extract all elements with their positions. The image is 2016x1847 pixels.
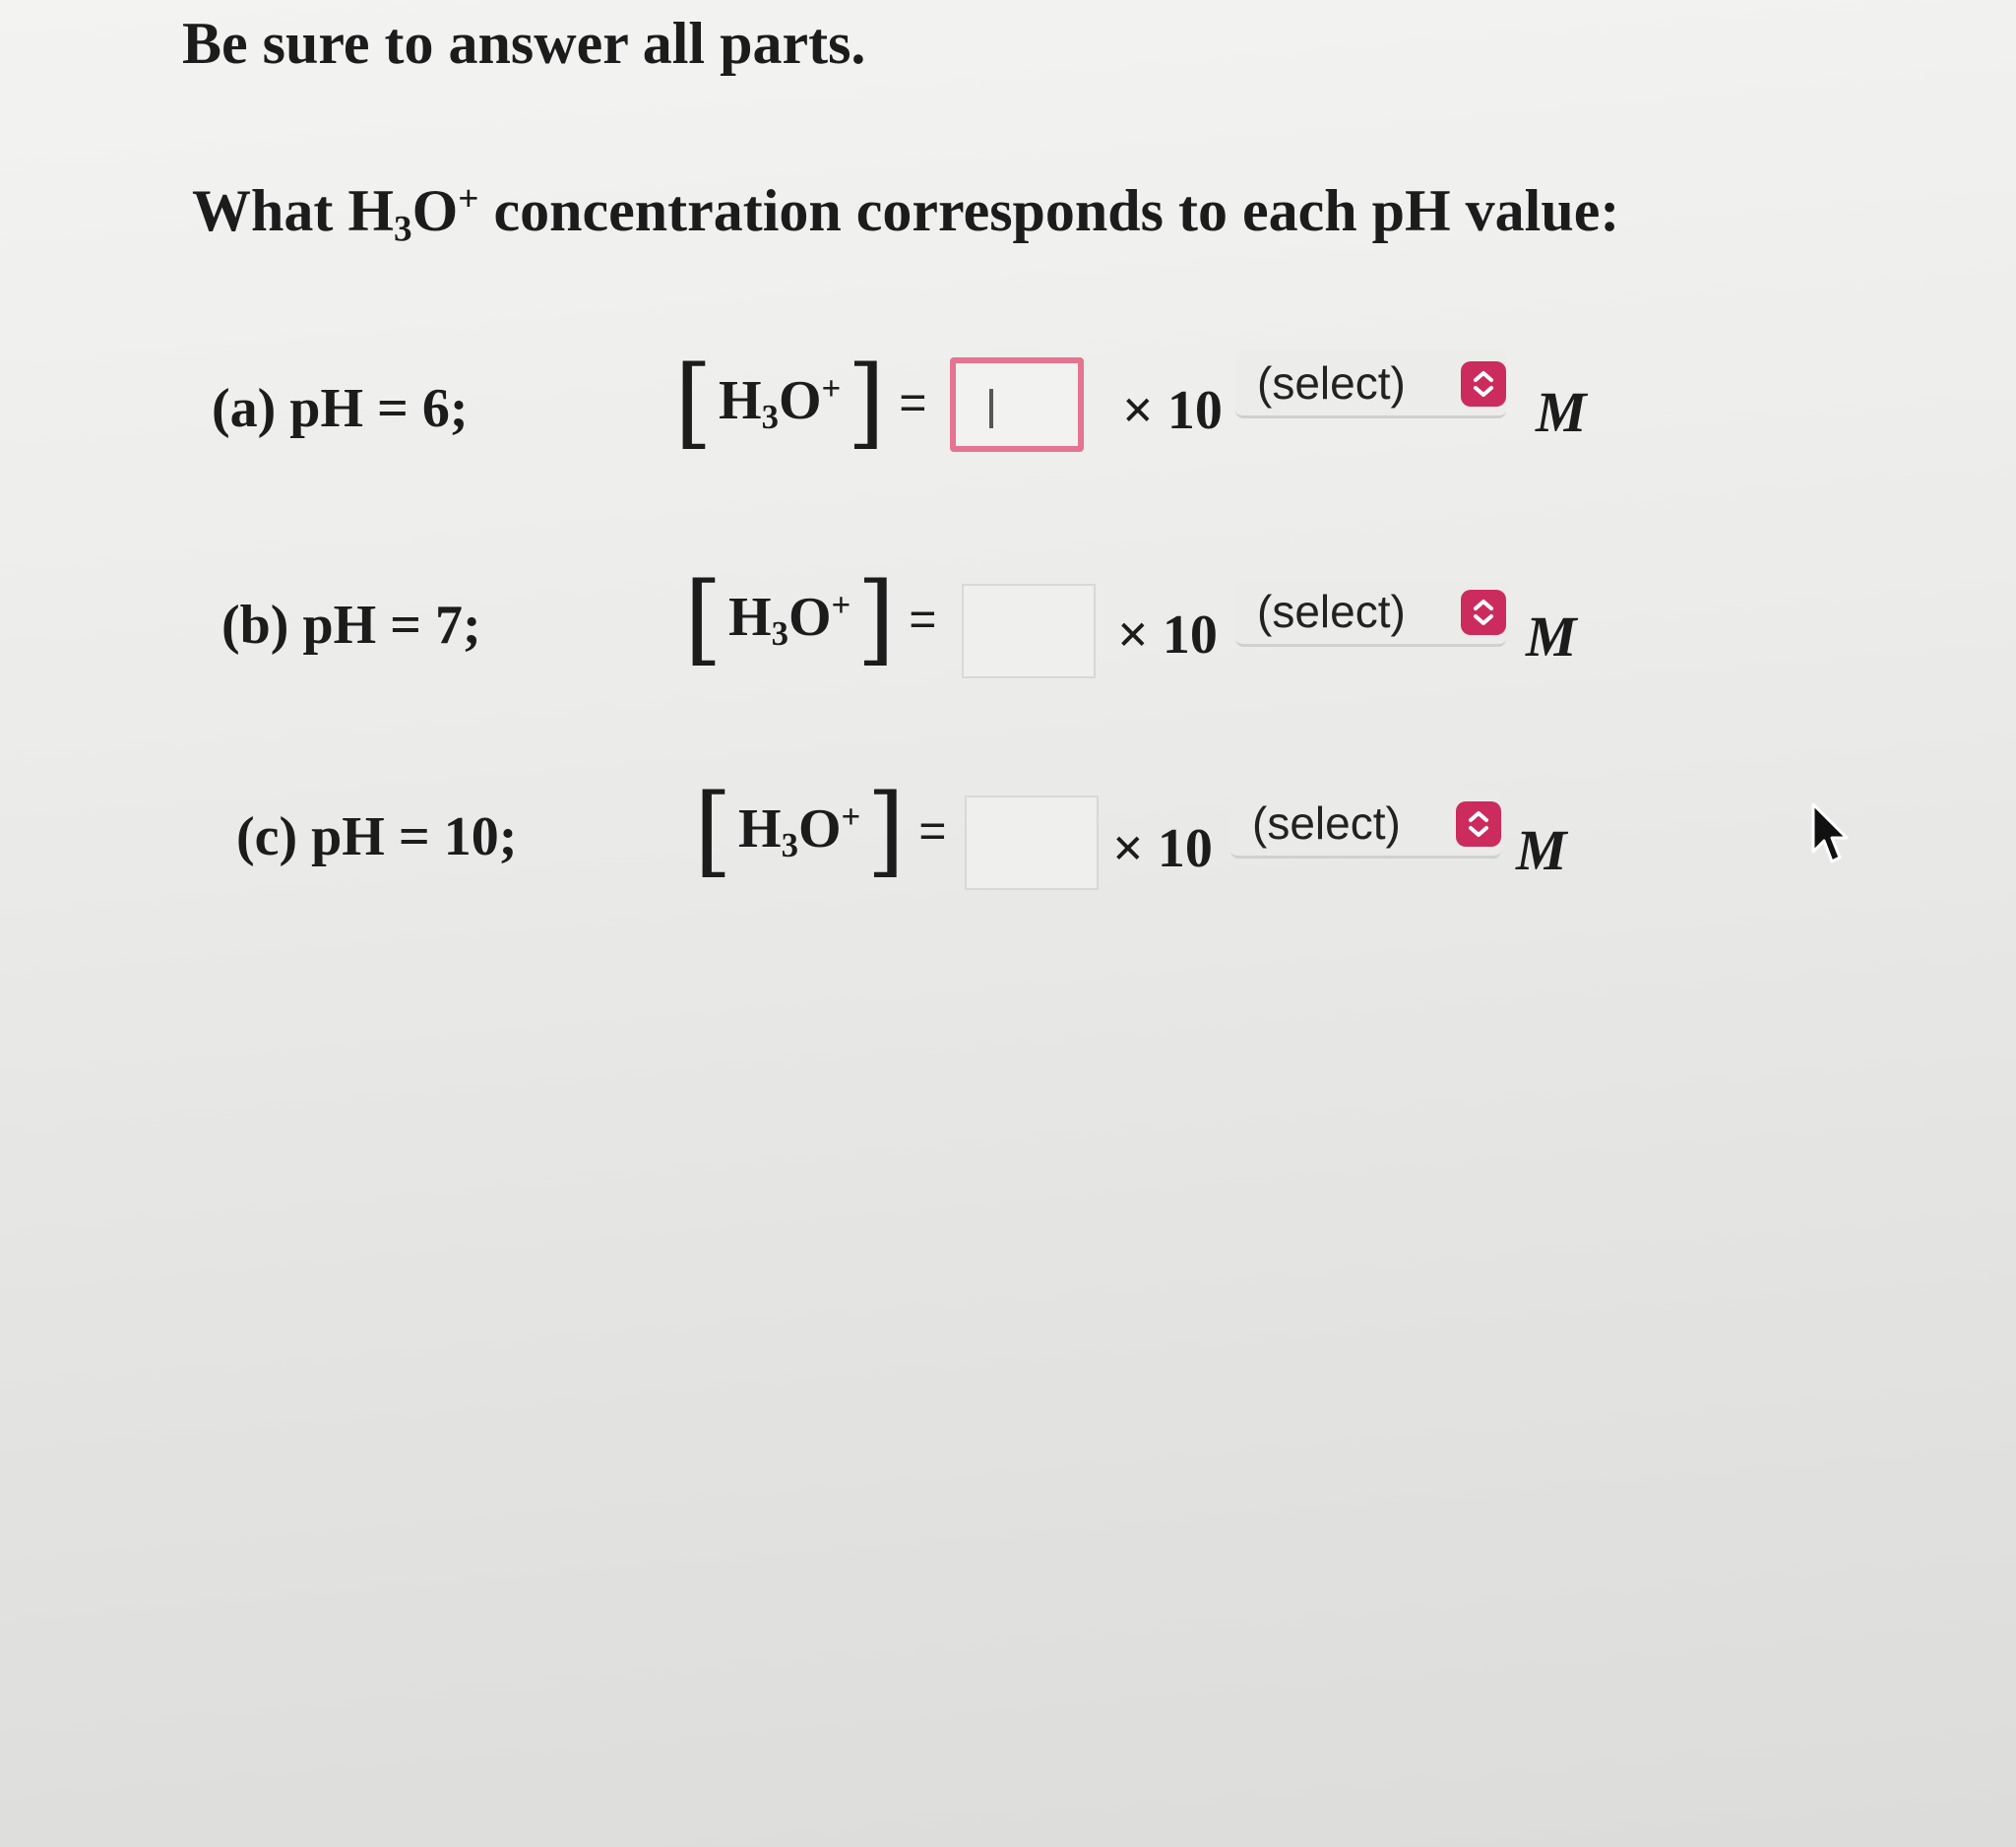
part-c-unit: M [1516, 818, 1567, 882]
part-c-label: (c) pH = 10; [236, 806, 518, 867]
part-c-coefficient-input[interactable] [965, 796, 1099, 890]
part-a-coefficient-input[interactable] [950, 357, 1084, 452]
hydronium-formula: $H_3O^+$ [728, 585, 851, 653]
equals-sign: = [918, 804, 947, 858]
chevron-up-down-icon [1456, 801, 1501, 847]
left-bracket: [ [694, 773, 733, 888]
part-a-concentration-expr [674, 345, 927, 460]
equals-sign: = [899, 376, 927, 429]
part-b-exponent-select[interactable] [1235, 578, 1506, 647]
chevron-up-down-icon [1461, 590, 1506, 635]
equals-sign: = [909, 593, 937, 646]
hydronium-formula: $H_3O^+$ [719, 368, 842, 436]
question-oxygen: O [411, 178, 459, 243]
mouse-pointer-icon [1809, 802, 1849, 865]
part-a-times-ten: × 10 [1122, 380, 1223, 441]
question-text [192, 177, 1619, 250]
question-superscript: + [458, 178, 479, 220]
question-suffix: concentration corresponds to each pH value: [478, 178, 1620, 243]
part-a-exponent-select[interactable] [1235, 350, 1506, 418]
part-b-select-label: (select) [1257, 585, 1406, 637]
hydronium-formula: $H_3O^+$ [738, 796, 861, 864]
part-b-label: (b) pH = 7; [221, 595, 481, 656]
question-prefix: What H [192, 178, 395, 243]
part-a-label: (a) pH = 6; [212, 378, 469, 439]
part-b-coefficient-input[interactable] [962, 584, 1096, 678]
left-bracket: [ [684, 561, 724, 676]
chevron-up-down-icon [1461, 361, 1506, 407]
left-bracket: [ [674, 345, 714, 460]
right-bracket: ] [856, 561, 896, 676]
part-c-select-label: (select) [1252, 796, 1401, 849]
part-b-times-ten: × 10 [1117, 605, 1218, 666]
question-subscript: 3 [394, 209, 412, 250]
instruction-text: Be sure to answer all parts. [182, 11, 866, 76]
right-bracket: ] [866, 773, 906, 888]
part-a-select-label: (select) [1257, 356, 1406, 409]
part-c-exponent-select[interactable] [1230, 790, 1501, 859]
right-bracket: ] [847, 345, 886, 460]
part-b-concentration-expr [684, 561, 937, 676]
part-a-unit: M [1536, 380, 1587, 444]
text-caret [989, 389, 993, 428]
part-c-concentration-expr [694, 773, 947, 888]
part-c-times-ten: × 10 [1112, 818, 1213, 879]
part-b-unit: M [1526, 605, 1577, 669]
